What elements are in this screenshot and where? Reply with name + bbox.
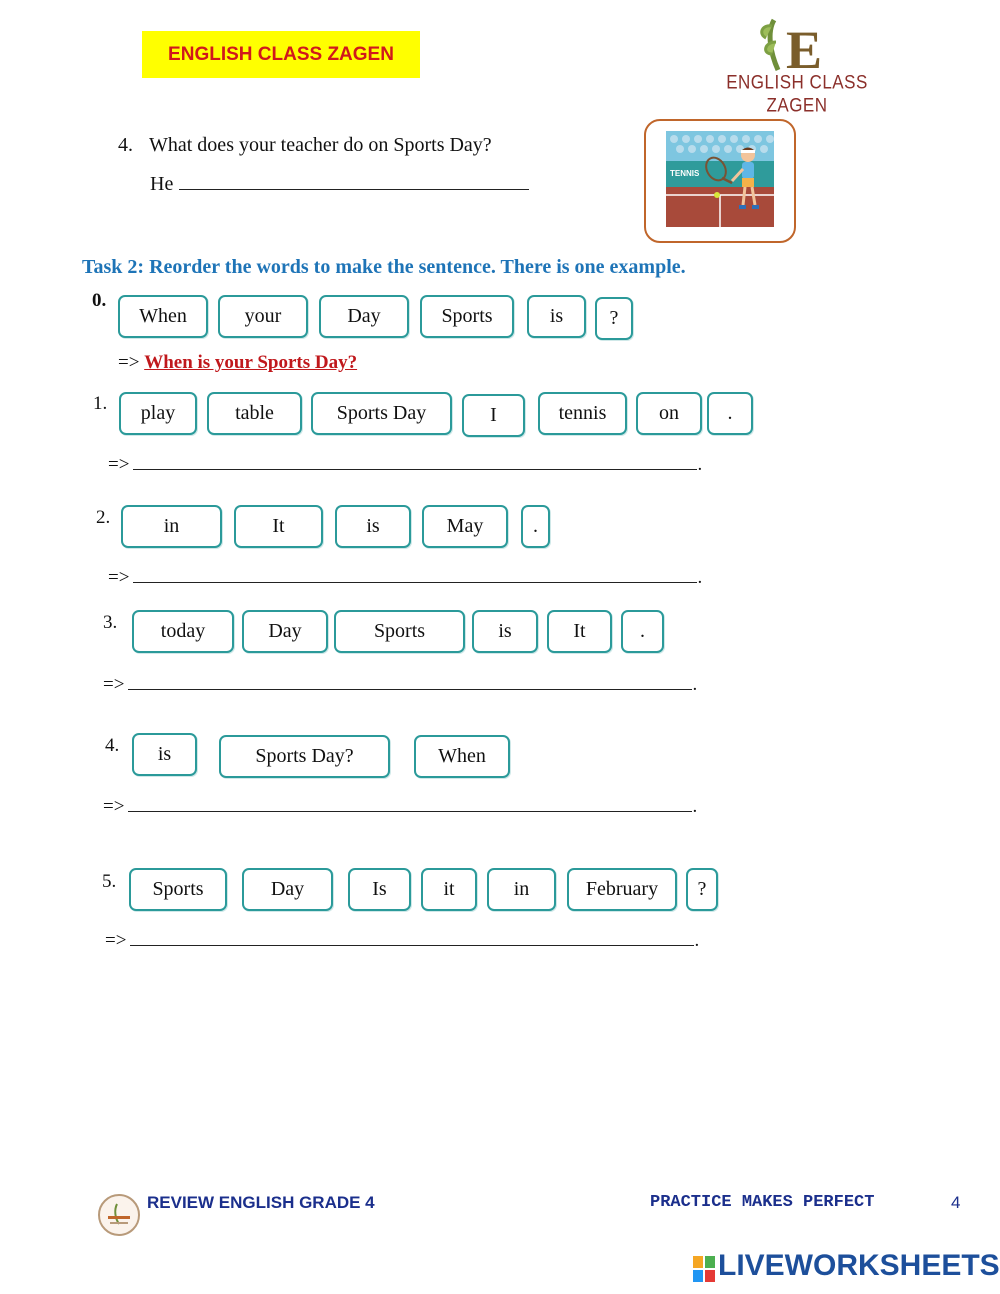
word-box[interactable]: is xyxy=(472,610,538,653)
arrow-label: => xyxy=(118,352,140,373)
arrow-label: => xyxy=(105,930,127,951)
line-end: . xyxy=(697,454,703,475)
brand-logo xyxy=(712,12,882,116)
word-box[interactable]: It xyxy=(234,505,323,548)
svg-text:E: E xyxy=(786,20,823,80)
line-end: . xyxy=(697,567,703,588)
question-number: 4. xyxy=(118,134,133,156)
word-box[interactable]: . xyxy=(707,392,753,435)
tennis-picture-frame xyxy=(644,119,796,243)
arrow-label: => xyxy=(103,674,125,695)
arrow-label: => xyxy=(108,454,130,475)
arrow-label: => xyxy=(108,567,130,588)
word-box[interactable]: I xyxy=(462,394,525,437)
liveworksheets-brand[interactable]: LIVEWORKSHEETS xyxy=(718,1249,1000,1282)
example-sentence: When is your Sports Day? xyxy=(144,352,358,373)
logo-text: ENGLISH CLASS ZAGEN xyxy=(726,71,868,116)
word-box[interactable]: ? xyxy=(595,297,633,340)
answer-blank[interactable] xyxy=(179,171,529,190)
word-box[interactable]: When xyxy=(414,735,510,778)
word-box[interactable]: is xyxy=(335,505,411,548)
item-number: 3. xyxy=(103,612,118,633)
word-box[interactable]: your xyxy=(218,295,308,338)
word-box[interactable]: is xyxy=(527,295,586,338)
answer-prefix: He xyxy=(150,173,174,195)
answer-line-row xyxy=(105,929,699,952)
word-box[interactable]: February xyxy=(567,868,677,911)
item-number: 0. xyxy=(92,290,107,311)
word-box[interactable]: Sports xyxy=(129,868,227,911)
example-answer xyxy=(118,352,357,374)
item-number: 1. xyxy=(93,393,108,414)
arrow-label: => xyxy=(103,796,125,817)
page-number: 4 xyxy=(951,1193,961,1212)
word-box[interactable]: It xyxy=(547,610,612,653)
word-box[interactable]: Is xyxy=(348,868,411,911)
item-number: 4. xyxy=(105,735,120,756)
footer-logo-icon xyxy=(98,1194,140,1236)
word-box[interactable]: on xyxy=(636,392,702,435)
word-box[interactable]: May xyxy=(422,505,508,548)
word-box[interactable]: in xyxy=(121,505,222,548)
word-box[interactable]: ? xyxy=(686,868,718,911)
word-box[interactable]: it xyxy=(421,868,477,911)
word-box[interactable]: play xyxy=(119,392,197,435)
svg-text:TENNIS: TENNIS xyxy=(670,169,700,178)
answer-line-row xyxy=(108,566,702,589)
answer-blank[interactable] xyxy=(130,929,694,946)
word-box[interactable]: today xyxy=(132,610,234,653)
footer-right-text: PRACTICE MAKES PERFECT xyxy=(650,1193,875,1212)
word-box[interactable]: . xyxy=(521,505,550,548)
answer-blank[interactable] xyxy=(128,673,692,690)
answer-line-row xyxy=(108,453,702,476)
word-box[interactable]: in xyxy=(487,868,556,911)
header-badge: ENGLISH CLASS ZAGEN xyxy=(142,31,420,78)
word-box[interactable]: Sports xyxy=(334,610,465,653)
word-box[interactable]: is xyxy=(132,733,197,776)
answer-blank[interactable] xyxy=(128,795,692,812)
answer-blank[interactable] xyxy=(133,453,697,470)
question-4 xyxy=(118,134,492,157)
item-number: 2. xyxy=(96,507,111,528)
footer-left-text: REVIEW ENGLISH GRADE 4 xyxy=(147,1193,375,1212)
answer-line-row xyxy=(103,673,697,696)
answer-blank[interactable] xyxy=(133,566,697,583)
tennis-player-icon xyxy=(666,131,774,227)
answer-line-row xyxy=(103,795,697,818)
task-2-title: Task 2: Reorder the words to make the sentence. There is one example. xyxy=(82,256,686,278)
word-box[interactable]: Sports Day xyxy=(311,392,452,435)
word-box[interactable]: When xyxy=(118,295,208,338)
line-end: . xyxy=(694,930,700,951)
line-end: . xyxy=(692,796,698,817)
liveworksheets-icon xyxy=(693,1256,715,1282)
item-number: 5. xyxy=(102,871,117,892)
word-box[interactable]: . xyxy=(621,610,664,653)
line-end: . xyxy=(692,674,698,695)
word-box[interactable]: Day xyxy=(242,868,333,911)
word-box[interactable]: Sports xyxy=(420,295,514,338)
word-box[interactable]: Sports Day? xyxy=(219,735,390,778)
word-box[interactable]: tennis xyxy=(538,392,627,435)
word-box[interactable]: Day xyxy=(319,295,409,338)
word-box[interactable]: table xyxy=(207,392,302,435)
question-text: What does your teacher do on Sports Day? xyxy=(149,134,492,156)
word-box[interactable]: Day xyxy=(242,610,328,653)
question-4-answer xyxy=(150,171,529,196)
